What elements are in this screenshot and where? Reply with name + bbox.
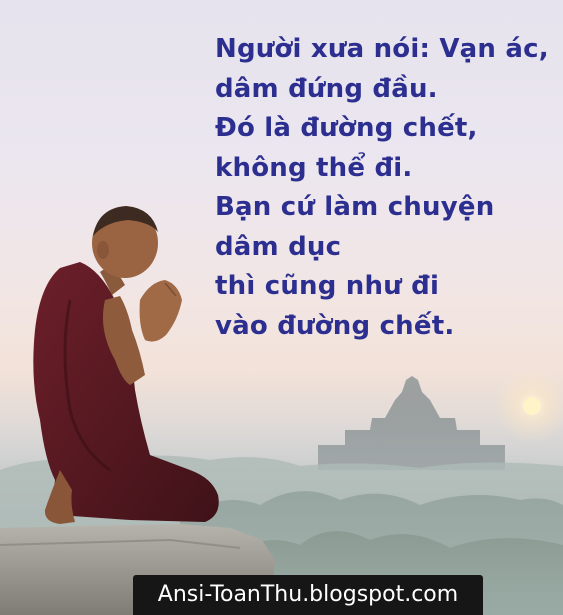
quote-line: Đó là đường chết,: [215, 113, 478, 143]
quote-line: Bạn cứ làm chuyện: [215, 192, 495, 222]
sun: [523, 397, 541, 415]
quote-line: Người xưa nói: Vạn ác,: [215, 34, 549, 64]
quote-text: [215, 30, 560, 346]
praying-monk: [33, 206, 218, 524]
quote-line: không thể đi.: [215, 152, 413, 183]
quote-line: vào đường chết.: [215, 310, 455, 341]
quote-line: dâm dục: [215, 231, 342, 262]
quote-line: thì cũng như đi: [215, 271, 440, 301]
watermark-banner: Ansi-ToanThu.blogspot.com: [133, 575, 483, 615]
quote-line: dâm đứng đầu.: [215, 73, 438, 104]
